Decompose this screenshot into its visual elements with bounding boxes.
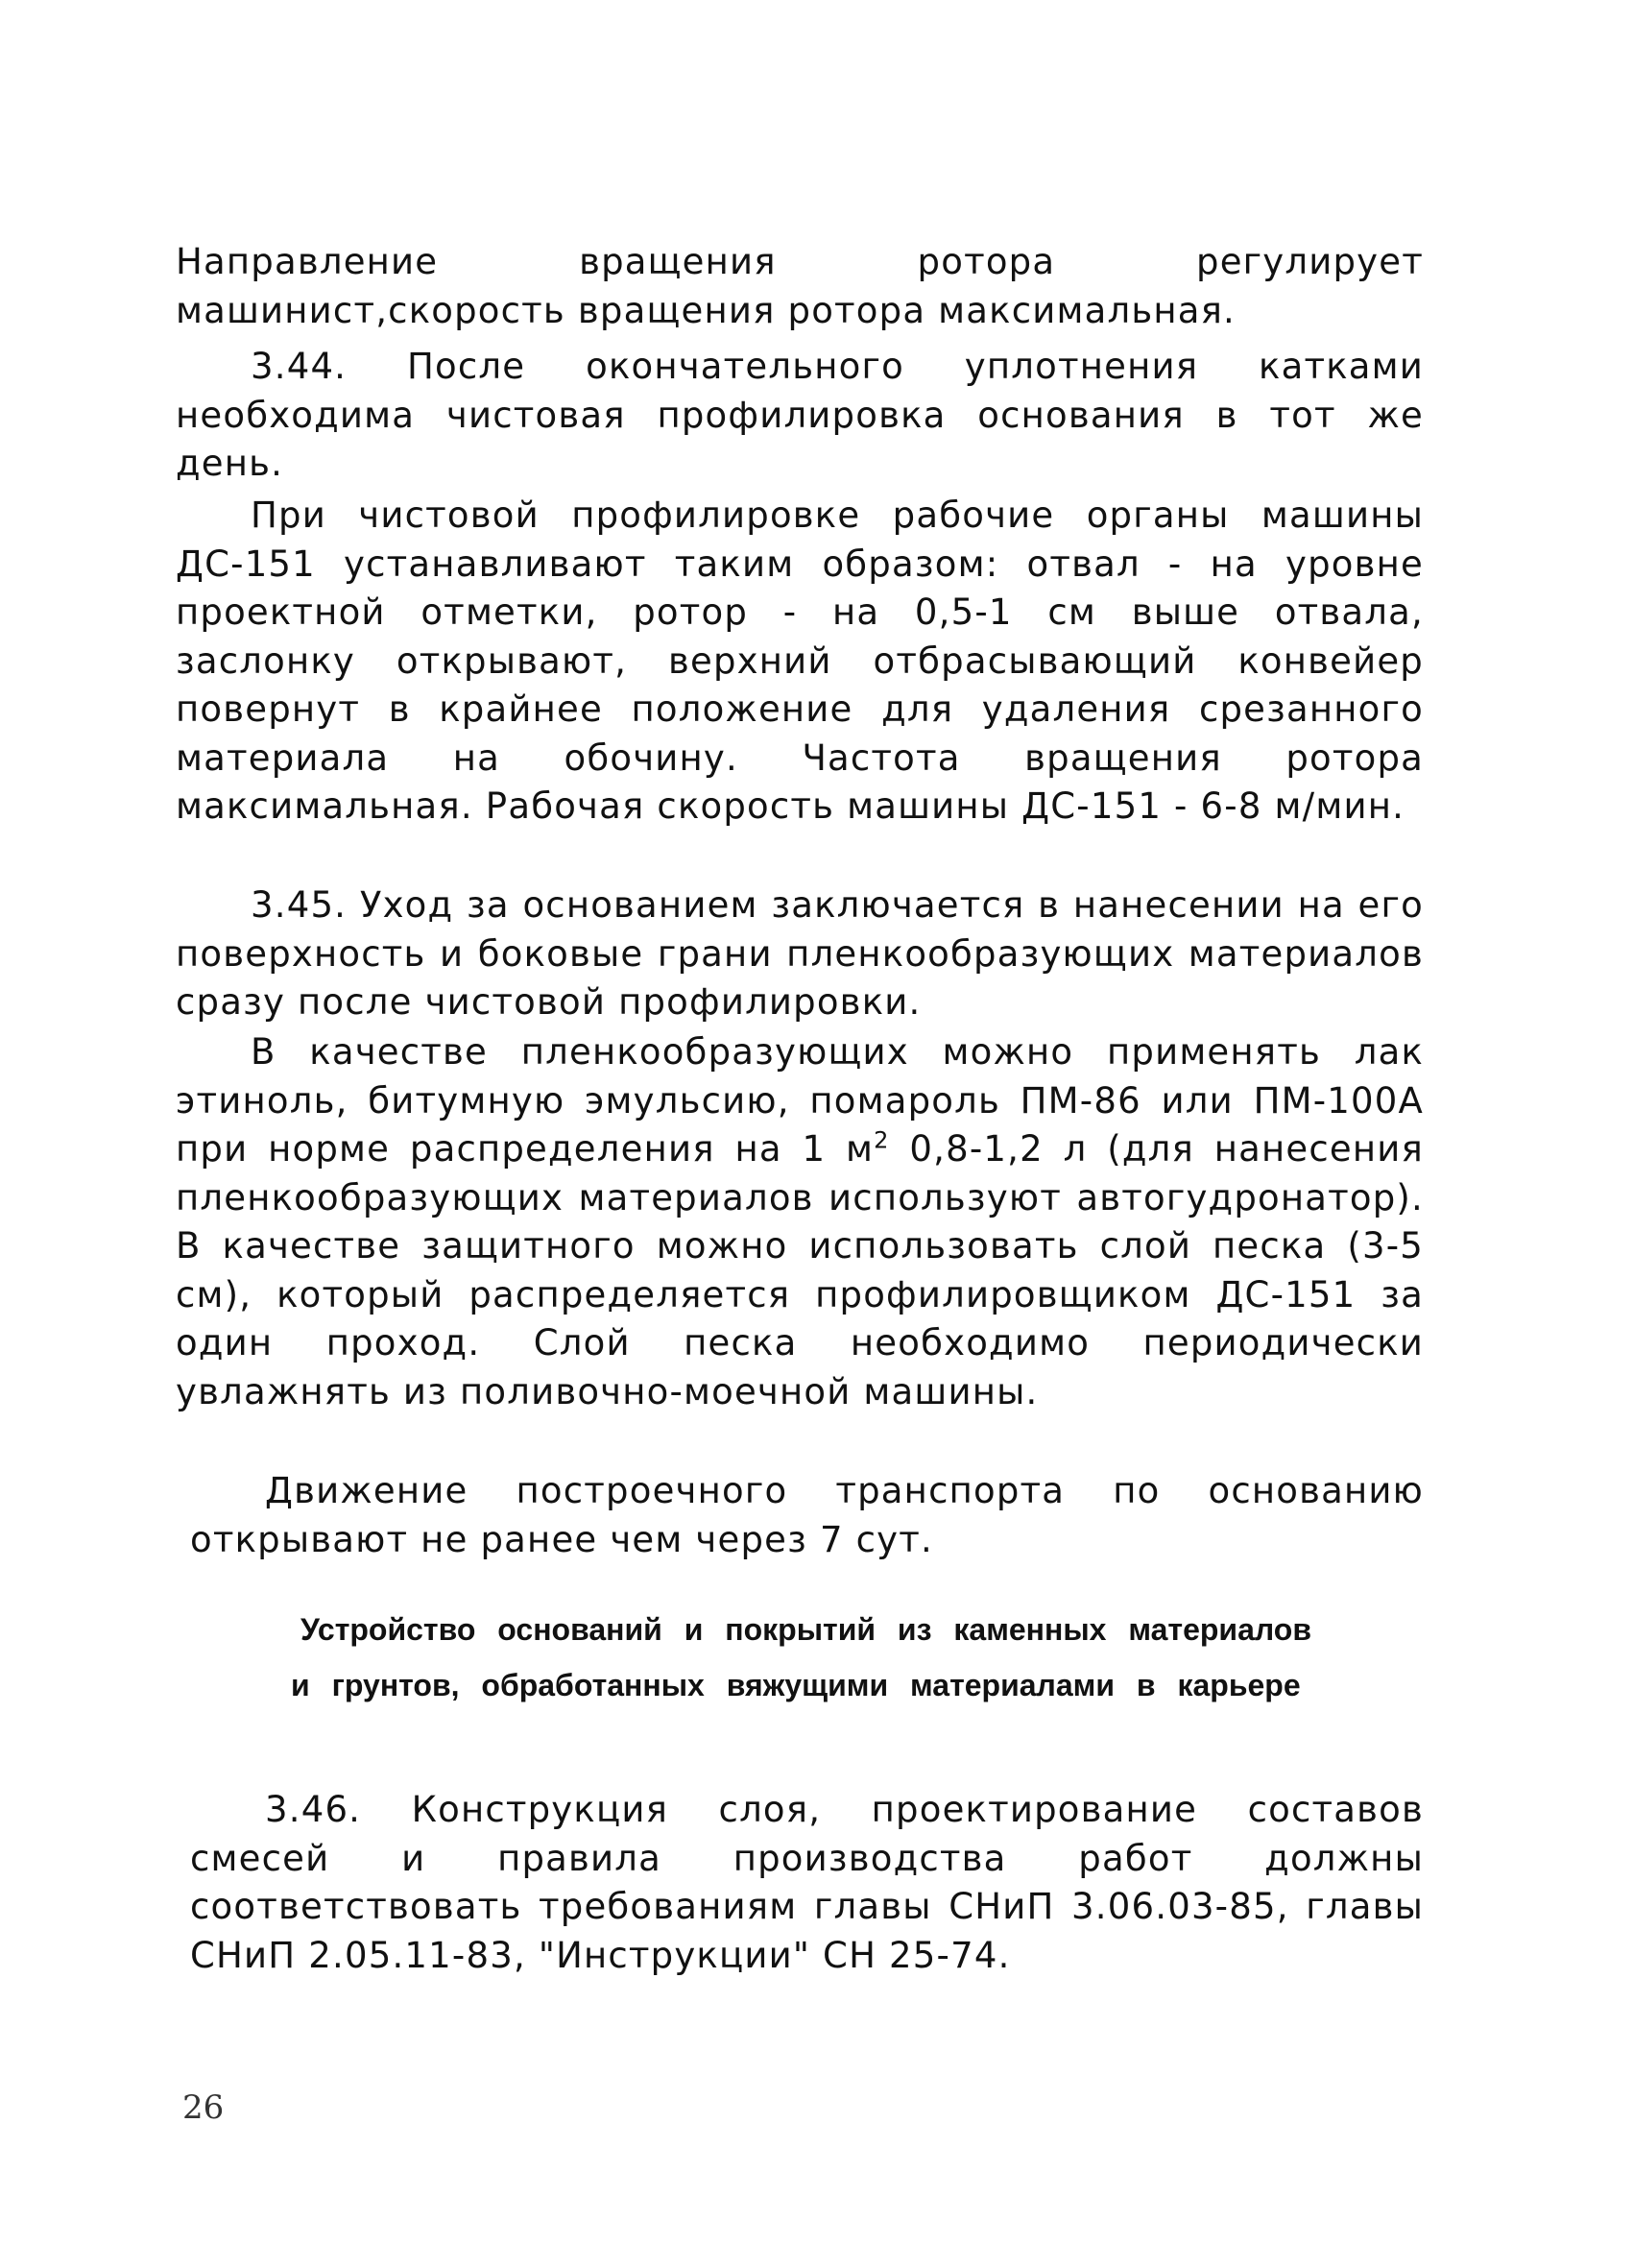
section-heading: [240, 1602, 1392, 1713]
paragraph-film-materials-part2: 0,8-1,2 л (для нанесения пленкообразующих материалов используют автогудронатор). В качестве защитного можно использовать слой песка (3-5 см), который распределяется профилировщиком ДС-151 за один проход. Слой песка необходимо периодически увлажнять из поливочно-моечной машины.: [176, 1128, 1424, 1412]
page-number: 26: [182, 2088, 225, 2127]
paragraph-final-profiling: При чистовой профилировке рабочие органы машины ДС-151 устанавливают таким образом: отвал - на уровне проектной отметки, ротор - на 0,5-1 см выше отвала, заслонку открывают, верхний отбрасывающий конвейер повернут в крайнее положение для удаления срезанного материала на обочину. Частота вращения ротора максимальная. Рабочая скорость машины ДС-151 - 6-8 м/мин.: [176, 495, 1424, 827]
paragraph-3-45: 3.45. Уход за основанием заключается в нанесении на его поверхность и боковые грани пленкообразующих материалов сразу после чистовой профилировки.: [176, 884, 1424, 1023]
paragraph-3-46: 3.46. Конструкция слоя, проектирование составов смесей и правила производства работ должны соответствовать требованиям главы СНиП 3.06.03-85, главы СНиП 2.05.11-83, "Инструкции" СН 25-74.: [190, 1789, 1424, 1976]
paragraph-traffic-opening: Движение построечного транспорта по основанию открывают не ранее чем через 7 сут.: [190, 1470, 1424, 1560]
section-heading-line1: Устройство оснований и покрытий из каменных материалов: [300, 1612, 1311, 1647]
paragraph-3-44: 3.44. После окончательного уплотнения катками необходима чистовая профилировка основания в тот же день.: [176, 346, 1424, 484]
paragraph-film-materials-part1: В качестве пленкообразующих можно применять лак этиноль, битумную эмульсию, помароль ПМ-86 или ПМ-100А при норме распределения на 1 м: [176, 1031, 1424, 1170]
paragraph-film-materials: [176, 1028, 1424, 1416]
section-heading-line2: и грунтов, обработанных вяжущими материалами в карьере: [291, 1668, 1301, 1702]
square-meter-superscript: 2: [874, 1126, 890, 1154]
paragraph-rotor-direction: Направление вращения ротора регулирует машинист,скорость вращения ротора максимальная.: [176, 241, 1424, 331]
